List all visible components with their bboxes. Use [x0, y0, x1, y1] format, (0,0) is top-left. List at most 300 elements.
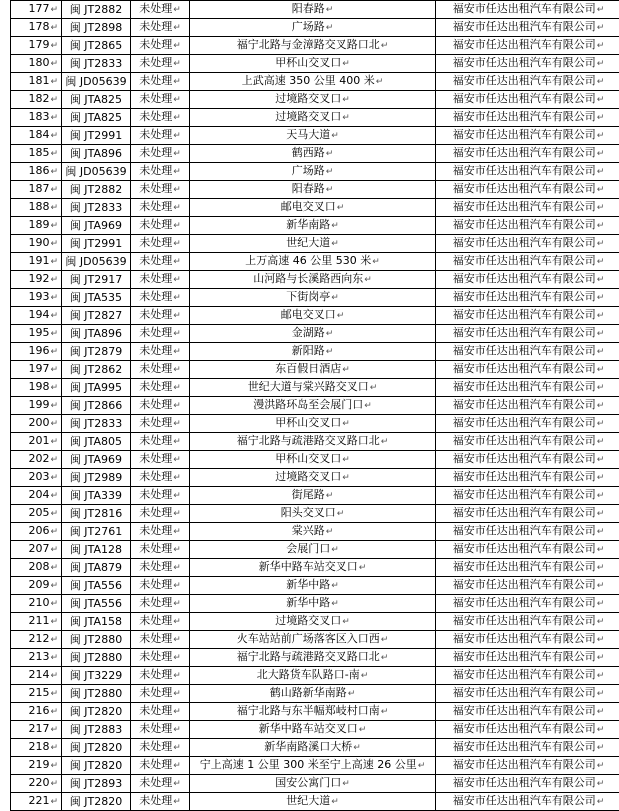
location-cell-text: 过境路交叉口 [275, 470, 341, 483]
paragraph-mark-icon: ↵ [50, 527, 58, 537]
company-cell [436, 505, 619, 523]
status-cell-text: 未处理 [139, 38, 172, 51]
status-cell [131, 415, 190, 433]
plate-cell [62, 523, 131, 541]
location-cell [190, 469, 436, 487]
paragraph-mark-icon: ↵ [50, 113, 58, 123]
paragraph-mark-icon: ↵ [597, 545, 605, 555]
location-cell [190, 253, 436, 271]
row-number-cell-text: 191 [28, 254, 49, 267]
company-cell-text: 福安市任达出租汽车有限公司 [453, 452, 596, 465]
status-cell-text: 未处理 [139, 488, 172, 501]
company-cell-text: 福安市任达出租汽车有限公司 [453, 344, 596, 357]
paragraph-mark-icon: ↵ [50, 545, 58, 555]
paragraph-mark-icon: ↵ [50, 725, 58, 735]
location-cell [190, 415, 436, 433]
location-cell-text: 国安公寓门口 [275, 776, 341, 789]
location-cell-text: 街尾路 [292, 488, 325, 501]
row-number-cell-text: 220 [28, 776, 49, 789]
paragraph-mark-icon: ↵ [370, 383, 378, 393]
table-row [11, 37, 619, 55]
location-cell-text: 邮电交叉口 [281, 308, 336, 321]
row-number-cell [11, 289, 62, 307]
row-number-cell-text: 187 [28, 182, 49, 195]
company-cell [436, 91, 619, 109]
status-cell [131, 487, 190, 505]
paragraph-mark-icon: ↵ [173, 203, 181, 213]
paragraph-mark-icon: ↵ [50, 311, 58, 321]
paragraph-mark-icon: ↵ [337, 509, 345, 519]
table-row [11, 415, 619, 433]
paragraph-mark-icon: ↵ [597, 293, 605, 303]
plate-cell-text: 闽 JT2879 [70, 345, 122, 358]
plate-cell [62, 577, 131, 595]
paragraph-mark-icon: ↵ [50, 779, 58, 789]
row-number-cell-text: 199 [28, 398, 49, 411]
plate-cell-text: 闽 JTA995 [70, 381, 122, 394]
location-cell [190, 793, 436, 811]
location-cell [190, 739, 436, 757]
paragraph-mark-icon: ↵ [173, 293, 181, 303]
status-cell-text: 未处理 [139, 416, 172, 429]
paragraph-mark-icon: ↵ [173, 257, 181, 267]
plate-cell-text: 闽 JT2833 [70, 57, 122, 70]
plate-cell [62, 685, 131, 703]
row-number-cell-text: 188 [28, 200, 49, 213]
row-number-cell [11, 415, 62, 433]
table-row [11, 379, 619, 397]
company-cell-text: 福安市任达出租汽车有限公司 [453, 686, 596, 699]
location-cell [190, 631, 436, 649]
plate-cell-text: 闽 JTA158 [70, 615, 122, 628]
company-cell-text: 福安市任达出租汽车有限公司 [453, 74, 596, 87]
table-row [11, 703, 619, 721]
status-cell [131, 307, 190, 325]
paragraph-mark-icon: ↵ [326, 5, 334, 15]
plate-cell-text: 闽 JTA339 [70, 489, 122, 502]
row-number-cell-text: 204 [28, 488, 49, 501]
row-number-cell-text: 197 [28, 362, 49, 375]
plate-cell-text: 闽 JT2991 [70, 129, 122, 142]
company-cell [436, 361, 619, 379]
plate-cell [62, 505, 131, 523]
row-number-cell [11, 397, 62, 415]
location-cell [190, 595, 436, 613]
status-cell-text: 未处理 [139, 398, 172, 411]
status-cell-text: 未处理 [139, 182, 172, 195]
plate-cell [62, 721, 131, 739]
row-number-cell [11, 667, 62, 685]
row-number-cell [11, 109, 62, 127]
company-cell [436, 37, 619, 55]
status-cell-text: 未处理 [139, 344, 172, 357]
location-cell [190, 649, 436, 667]
plate-cell [62, 109, 131, 127]
company-cell [436, 73, 619, 91]
row-number-cell [11, 325, 62, 343]
plate-cell [62, 163, 131, 181]
paragraph-mark-icon: ↵ [50, 365, 58, 375]
paragraph-mark-icon: ↵ [597, 779, 605, 789]
paragraph-mark-icon: ↵ [173, 5, 181, 15]
location-cell-text: 新华中路 [286, 596, 330, 609]
location-cell [190, 775, 436, 793]
paragraph-mark-icon: ↵ [50, 41, 58, 51]
row-number-cell [11, 487, 62, 505]
plate-cell [62, 541, 131, 559]
violation-table-sheet [10, 0, 615, 811]
paragraph-mark-icon: ↵ [597, 599, 605, 609]
table-row [11, 181, 619, 199]
paragraph-mark-icon: ↵ [597, 365, 605, 375]
status-cell [131, 1, 190, 19]
company-cell-text: 福安市任达出租汽车有限公司 [453, 470, 596, 483]
location-cell [190, 37, 436, 55]
company-cell-text: 福安市任达出租汽车有限公司 [453, 182, 596, 195]
company-cell-text: 福安市任达出租汽车有限公司 [453, 596, 596, 609]
plate-cell [62, 667, 131, 685]
paragraph-mark-icon: ↵ [597, 131, 605, 141]
paragraph-mark-icon: ↵ [381, 635, 389, 645]
row-number-cell-text: 207 [28, 542, 49, 555]
company-cell-text: 福安市任达出租汽车有限公司 [453, 650, 596, 663]
status-cell [131, 793, 190, 811]
paragraph-mark-icon: ↵ [173, 77, 181, 87]
company-cell [436, 757, 619, 775]
row-number-cell-text: 193 [28, 290, 49, 303]
paragraph-mark-icon: ↵ [597, 419, 605, 429]
status-cell-text: 未处理 [139, 164, 172, 177]
location-cell-text: 宁上高速 1 公里 300 米至宁上高速 26 公里 [200, 758, 417, 771]
company-cell [436, 559, 619, 577]
paragraph-mark-icon: ↵ [326, 527, 334, 537]
paragraph-mark-icon: ↵ [364, 401, 372, 411]
row-number-cell [11, 523, 62, 541]
paragraph-mark-icon: ↵ [597, 95, 605, 105]
status-cell-text: 未处理 [139, 506, 172, 519]
paragraph-mark-icon: ↵ [50, 23, 58, 33]
row-number-cell-text: 196 [28, 344, 49, 357]
table-row [11, 505, 619, 523]
table-row [11, 685, 619, 703]
plate-cell-text: 闽 JTA128 [70, 543, 122, 556]
row-number-cell-text: 205 [28, 506, 49, 519]
location-cell [190, 217, 436, 235]
status-cell-text: 未处理 [139, 92, 172, 105]
status-cell [131, 55, 190, 73]
row-number-cell [11, 685, 62, 703]
paragraph-mark-icon: ↵ [597, 401, 605, 411]
paragraph-mark-icon: ↵ [597, 689, 605, 699]
table-row [11, 541, 619, 559]
status-cell-text: 未处理 [139, 290, 172, 303]
paragraph-mark-icon: ↵ [50, 167, 58, 177]
paragraph-mark-icon: ↵ [173, 113, 181, 123]
paragraph-mark-icon: ↵ [597, 743, 605, 753]
plate-cell [62, 1, 131, 19]
location-cell-text: 东百假日酒店 [275, 362, 341, 375]
paragraph-mark-icon: ↵ [326, 149, 334, 159]
status-cell-text: 未处理 [139, 56, 172, 69]
paragraph-mark-icon: ↵ [597, 383, 605, 393]
status-cell-text: 未处理 [139, 380, 172, 393]
plate-cell-text: 闽 JT2827 [70, 309, 122, 322]
company-cell [436, 1, 619, 19]
location-cell [190, 559, 436, 577]
company-cell [436, 613, 619, 631]
paragraph-mark-icon: ↵ [173, 491, 181, 501]
paragraph-mark-icon: ↵ [597, 761, 605, 771]
company-cell-text: 福安市任达出租汽车有限公司 [453, 380, 596, 393]
plate-cell [62, 595, 131, 613]
table-row [11, 559, 619, 577]
status-cell [131, 145, 190, 163]
paragraph-mark-icon: ↵ [50, 653, 58, 663]
paragraph-mark-icon: ↵ [50, 617, 58, 627]
row-number-cell-text: 210 [28, 596, 49, 609]
status-cell [131, 19, 190, 37]
paragraph-mark-icon: ↵ [342, 473, 350, 483]
table-row [11, 109, 619, 127]
row-number-cell-text: 201 [28, 434, 49, 447]
location-cell [190, 307, 436, 325]
row-number-cell [11, 91, 62, 109]
table-row [11, 397, 619, 415]
status-cell-text: 未处理 [139, 74, 172, 87]
company-cell-text: 福安市任达出租汽车有限公司 [453, 416, 596, 429]
plate-cell [62, 307, 131, 325]
paragraph-mark-icon: ↵ [173, 221, 181, 231]
status-cell [131, 163, 190, 181]
plate-cell-text: 闽 JT2761 [70, 525, 122, 538]
location-cell-text: 新华中路车站交叉口 [259, 722, 358, 735]
row-number-cell-text: 181 [28, 74, 49, 87]
company-cell-text: 福安市任达出租汽车有限公司 [453, 56, 596, 69]
row-number-cell [11, 793, 62, 811]
location-cell [190, 127, 436, 145]
status-cell [131, 73, 190, 91]
paragraph-mark-icon: ↵ [50, 383, 58, 393]
location-cell-text: 漫洪路环岛至会展门口 [253, 398, 363, 411]
status-cell-text: 未处理 [139, 308, 172, 321]
status-cell [131, 343, 190, 361]
row-number-cell [11, 757, 62, 775]
plate-cell-text: 闽 JTA825 [70, 93, 122, 106]
row-number-cell [11, 775, 62, 793]
plate-cell [62, 217, 131, 235]
status-cell-text: 未处理 [139, 614, 172, 627]
plate-cell-text: 闽 JT2866 [70, 399, 122, 412]
status-cell [131, 595, 190, 613]
paragraph-mark-icon: ↵ [173, 131, 181, 141]
paragraph-mark-icon: ↵ [50, 275, 58, 285]
paragraph-mark-icon: ↵ [50, 149, 58, 159]
row-number-cell [11, 37, 62, 55]
paragraph-mark-icon: ↵ [597, 185, 605, 195]
location-cell [190, 613, 436, 631]
paragraph-mark-icon: ↵ [173, 23, 181, 33]
row-number-cell-text: 202 [28, 452, 49, 465]
row-number-cell-text: 182 [28, 92, 49, 105]
paragraph-mark-icon: ↵ [381, 41, 389, 51]
company-cell-text: 福安市任达出租汽车有限公司 [453, 254, 596, 267]
status-cell [131, 361, 190, 379]
plate-cell [62, 145, 131, 163]
company-cell-text: 福安市任达出租汽车有限公司 [453, 20, 596, 33]
company-cell-text: 福安市任达出租汽车有限公司 [453, 542, 596, 555]
company-cell-text: 福安市任达出租汽车有限公司 [453, 794, 596, 807]
row-number-cell [11, 505, 62, 523]
paragraph-mark-icon: ↵ [173, 365, 181, 375]
paragraph-mark-icon: ↵ [173, 743, 181, 753]
company-cell [436, 433, 619, 451]
row-number-cell [11, 577, 62, 595]
location-cell [190, 289, 436, 307]
row-number-cell [11, 451, 62, 469]
paragraph-mark-icon: ↵ [173, 419, 181, 429]
location-cell [190, 163, 436, 181]
plate-cell-text: 闽 JTA879 [70, 561, 122, 574]
row-number-cell-text: 189 [28, 218, 49, 231]
row-number-cell [11, 343, 62, 361]
paragraph-mark-icon: ↵ [173, 761, 181, 771]
company-cell-text: 福安市任达出租汽车有限公司 [453, 218, 596, 231]
row-number-cell-text: 185 [28, 146, 49, 159]
plate-cell [62, 325, 131, 343]
paragraph-mark-icon: ↵ [173, 275, 181, 285]
plate-cell [62, 55, 131, 73]
row-number-cell [11, 613, 62, 631]
status-cell-text: 未处理 [139, 128, 172, 141]
paragraph-mark-icon: ↵ [381, 707, 389, 717]
paragraph-mark-icon: ↵ [173, 95, 181, 105]
location-cell-text: 新华南路 [286, 218, 330, 231]
row-number-cell-text: 212 [28, 632, 49, 645]
status-cell-text: 未处理 [139, 776, 172, 789]
status-cell [131, 109, 190, 127]
paragraph-mark-icon: ↵ [331, 131, 339, 141]
table-row [11, 127, 619, 145]
location-cell [190, 271, 436, 289]
location-cell [190, 451, 436, 469]
plate-cell [62, 361, 131, 379]
paragraph-mark-icon: ↵ [418, 761, 426, 771]
paragraph-mark-icon: ↵ [50, 581, 58, 591]
plate-cell-text: 闽 JT2880 [70, 651, 122, 664]
company-cell [436, 631, 619, 649]
location-cell-text: 北大路货车队路口-南 [257, 668, 360, 681]
paragraph-mark-icon: ↵ [173, 383, 181, 393]
paragraph-mark-icon: ↵ [381, 437, 389, 447]
company-cell [436, 577, 619, 595]
location-cell-text: 下街岗亭 [286, 290, 330, 303]
paragraph-mark-icon: ↵ [50, 491, 58, 501]
plate-cell-text: 闽 JT2917 [70, 273, 122, 286]
table-row [11, 631, 619, 649]
company-cell-text: 福安市任达出租汽车有限公司 [453, 92, 596, 105]
location-cell [190, 577, 436, 595]
row-number-cell [11, 271, 62, 289]
row-number-cell-text: 195 [28, 326, 49, 339]
paragraph-mark-icon: ↵ [597, 113, 605, 123]
company-cell [436, 721, 619, 739]
company-cell-text: 福安市任达出租汽车有限公司 [453, 560, 596, 573]
status-cell-text: 未处理 [139, 470, 172, 483]
status-cell-text: 未处理 [139, 200, 172, 213]
plate-cell-text: 闽 JT2880 [70, 687, 122, 700]
plate-cell [62, 775, 131, 793]
plate-cell [62, 289, 131, 307]
location-cell-text: 火车站站前广场落客区入口西 [237, 632, 380, 645]
company-cell-text: 福安市任达出租汽车有限公司 [453, 326, 596, 339]
location-cell [190, 235, 436, 253]
paragraph-mark-icon: ↵ [331, 239, 339, 249]
location-cell [190, 757, 436, 775]
paragraph-mark-icon: ↵ [50, 707, 58, 717]
paragraph-mark-icon: ↵ [597, 311, 605, 321]
status-cell [131, 559, 190, 577]
paragraph-mark-icon: ↵ [597, 509, 605, 519]
company-cell [436, 253, 619, 271]
location-cell [190, 685, 436, 703]
row-number-cell-text: 218 [28, 740, 49, 753]
location-cell-text: 鹤山路新华南路 [270, 686, 347, 699]
status-cell [131, 289, 190, 307]
paragraph-mark-icon: ↵ [597, 725, 605, 735]
row-number-cell [11, 55, 62, 73]
plate-cell-text: 闽 JT2883 [70, 723, 122, 736]
paragraph-mark-icon: ↵ [50, 203, 58, 213]
paragraph-mark-icon: ↵ [331, 293, 339, 303]
row-number-cell-text: 214 [28, 668, 49, 681]
paragraph-mark-icon: ↵ [173, 311, 181, 321]
plate-cell-text: 闽 JT2989 [70, 471, 122, 484]
company-cell [436, 109, 619, 127]
table-row [11, 739, 619, 757]
company-cell [436, 235, 619, 253]
company-cell-text: 福安市任达出租汽车有限公司 [453, 524, 596, 537]
row-number-cell-text: 180 [28, 56, 49, 69]
paragraph-mark-icon: ↵ [173, 707, 181, 717]
plate-cell [62, 793, 131, 811]
company-cell-text: 福安市任达出租汽车有限公司 [453, 722, 596, 735]
status-cell [131, 199, 190, 217]
plate-cell [62, 73, 131, 91]
location-cell-text: 过境路交叉口 [275, 92, 341, 105]
table-row [11, 145, 619, 163]
location-cell [190, 487, 436, 505]
company-cell [436, 775, 619, 793]
company-cell-text: 福安市任达出租汽车有限公司 [453, 164, 596, 177]
paragraph-mark-icon: ↵ [173, 779, 181, 789]
paragraph-mark-icon: ↵ [364, 275, 372, 285]
location-cell [190, 91, 436, 109]
status-cell [131, 253, 190, 271]
status-cell-text: 未处理 [139, 650, 172, 663]
paragraph-mark-icon: ↵ [348, 689, 356, 699]
location-cell [190, 19, 436, 37]
paragraph-mark-icon: ↵ [173, 509, 181, 519]
company-cell [436, 379, 619, 397]
row-number-cell [11, 181, 62, 199]
company-cell [436, 127, 619, 145]
paragraph-mark-icon: ↵ [342, 113, 350, 123]
plate-cell-text: 闽 JTA556 [70, 597, 122, 610]
location-cell [190, 379, 436, 397]
row-number-cell [11, 253, 62, 271]
table-row [11, 325, 619, 343]
table-row [11, 163, 619, 181]
